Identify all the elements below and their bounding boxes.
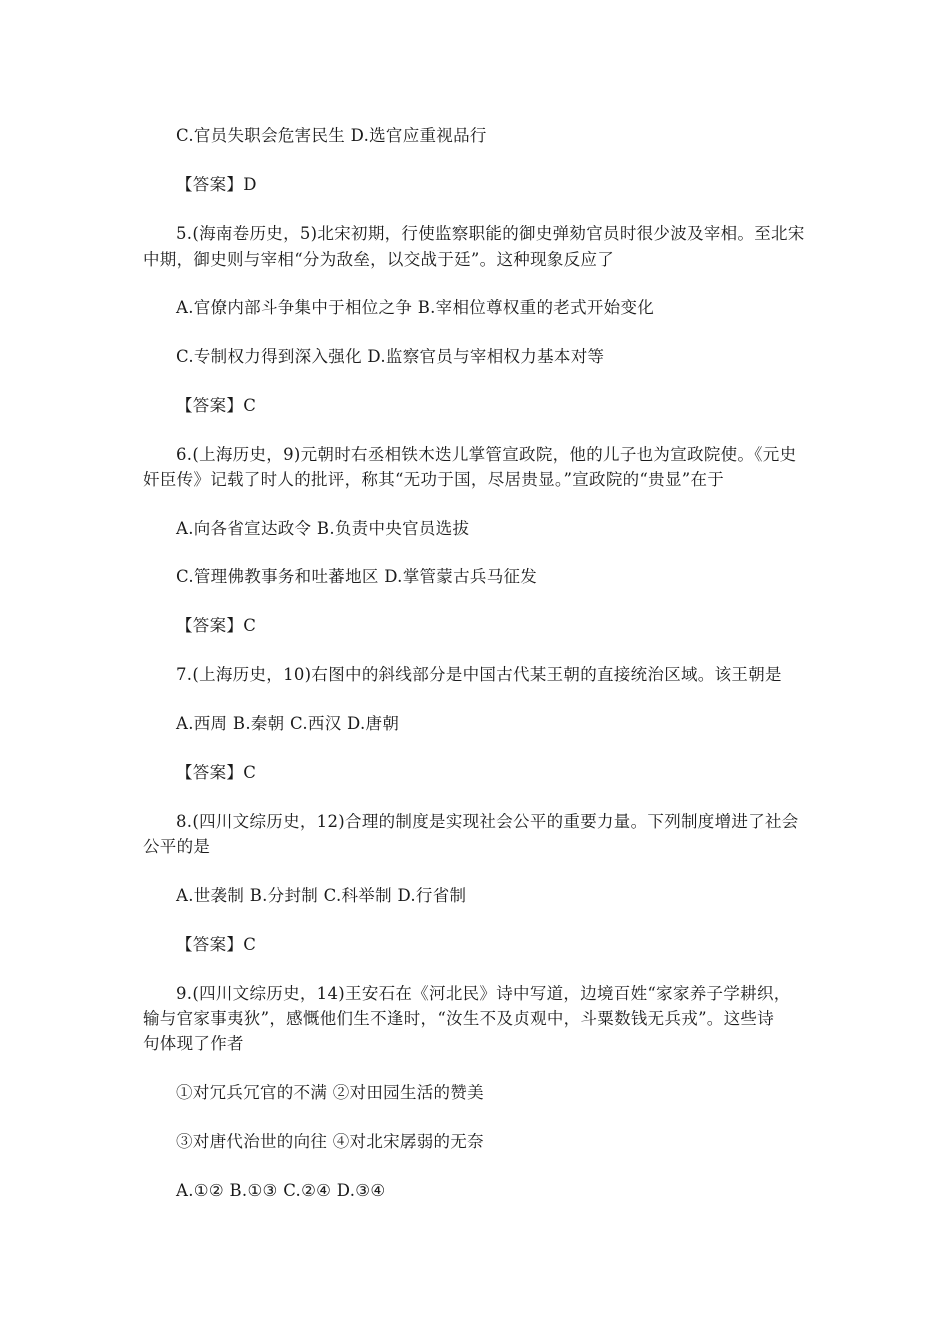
q9-stem-line1: 9.(四川文综历史，14)王安石在《河北民》诗中写道，边境百姓“家家养子学耕织， — [176, 984, 791, 1003]
q8-options: A.世袭制 B.分封制 C.科举制 D.行省制 — [176, 886, 467, 905]
q9-stem-line2: 输与官家事夷狄”，感慨他们生不逢时，“汝生不及贞观中，斗粟数钱无兵戎”。这些诗 — [143, 1009, 775, 1028]
q9-options: A.①② B.①③ C.②④ D.③④ — [176, 1181, 386, 1200]
q5-stem-line2: 中期，御史则与宰相“分为敌垒，以交战于廷”。这种现象反应了 — [143, 250, 615, 269]
q8-answer: 【答案】C — [176, 935, 257, 954]
q5-options-ab: A.官僚内部斗争集中于相位之争 B.宰相位尊权重的老式开始变化 — [176, 298, 655, 317]
q6-stem-line2: 奸臣传》记载了时人的批评，称其“无功于国，尽居贵显。”宣政院的“贵显”在于 — [143, 470, 725, 489]
q7-stem: 7.(上海历史，10)右图中的斜线部分是中国古代某王朝的直接统治区域。该王朝是 — [176, 665, 782, 684]
q9-statements-12: ①对冗兵冗官的不满 ②对田园生活的赞美 — [176, 1083, 484, 1102]
q9-statements-34: ③对唐代治世的向往 ④对北宋孱弱的无奈 — [176, 1132, 484, 1151]
q5-options-cd: C.专制权力得到深入强化 D.监察官员与宰相权力基本对等 — [176, 347, 605, 366]
q7-answer: 【答案】C — [176, 763, 257, 782]
q5-answer: 【答案】C — [176, 396, 257, 415]
q8-stem-line2: 公平的是 — [143, 837, 211, 856]
q4-answer: 【答案】D — [176, 175, 257, 194]
q5-stem-line1: 5.(海南卷历史，5)北宋初期，行使监察职能的御史弹劾官员时很少波及宰相。至北宋 — [176, 224, 805, 243]
q6-answer: 【答案】C — [176, 616, 257, 635]
q6-options-ab: A.向各省宣达政令 B.负责中央官员选拔 — [176, 519, 470, 538]
q6-stem-line1: 6.(上海历史，9)元朝时右丞相铁木迭儿掌管宣政院，他的儿子也为宣政院使。《元史 — [176, 445, 797, 464]
q6-options-cd: C.管理佛教事务和吐蕃地区 D.掌管蒙古兵马征发 — [176, 567, 538, 586]
q8-stem-line1: 8.(四川文综历史，12)合理的制度是实现社会公平的重要力量。下列制度增进了社会 — [176, 812, 799, 831]
q9-stem-line3: 句体现了作者 — [143, 1034, 244, 1053]
q7-options: A.西周 B.秦朝 C.西汉 D.唐朝 — [176, 714, 400, 733]
q4-options-cd: C.官员失职会危害民生 D.选官应重视品行 — [176, 126, 487, 145]
